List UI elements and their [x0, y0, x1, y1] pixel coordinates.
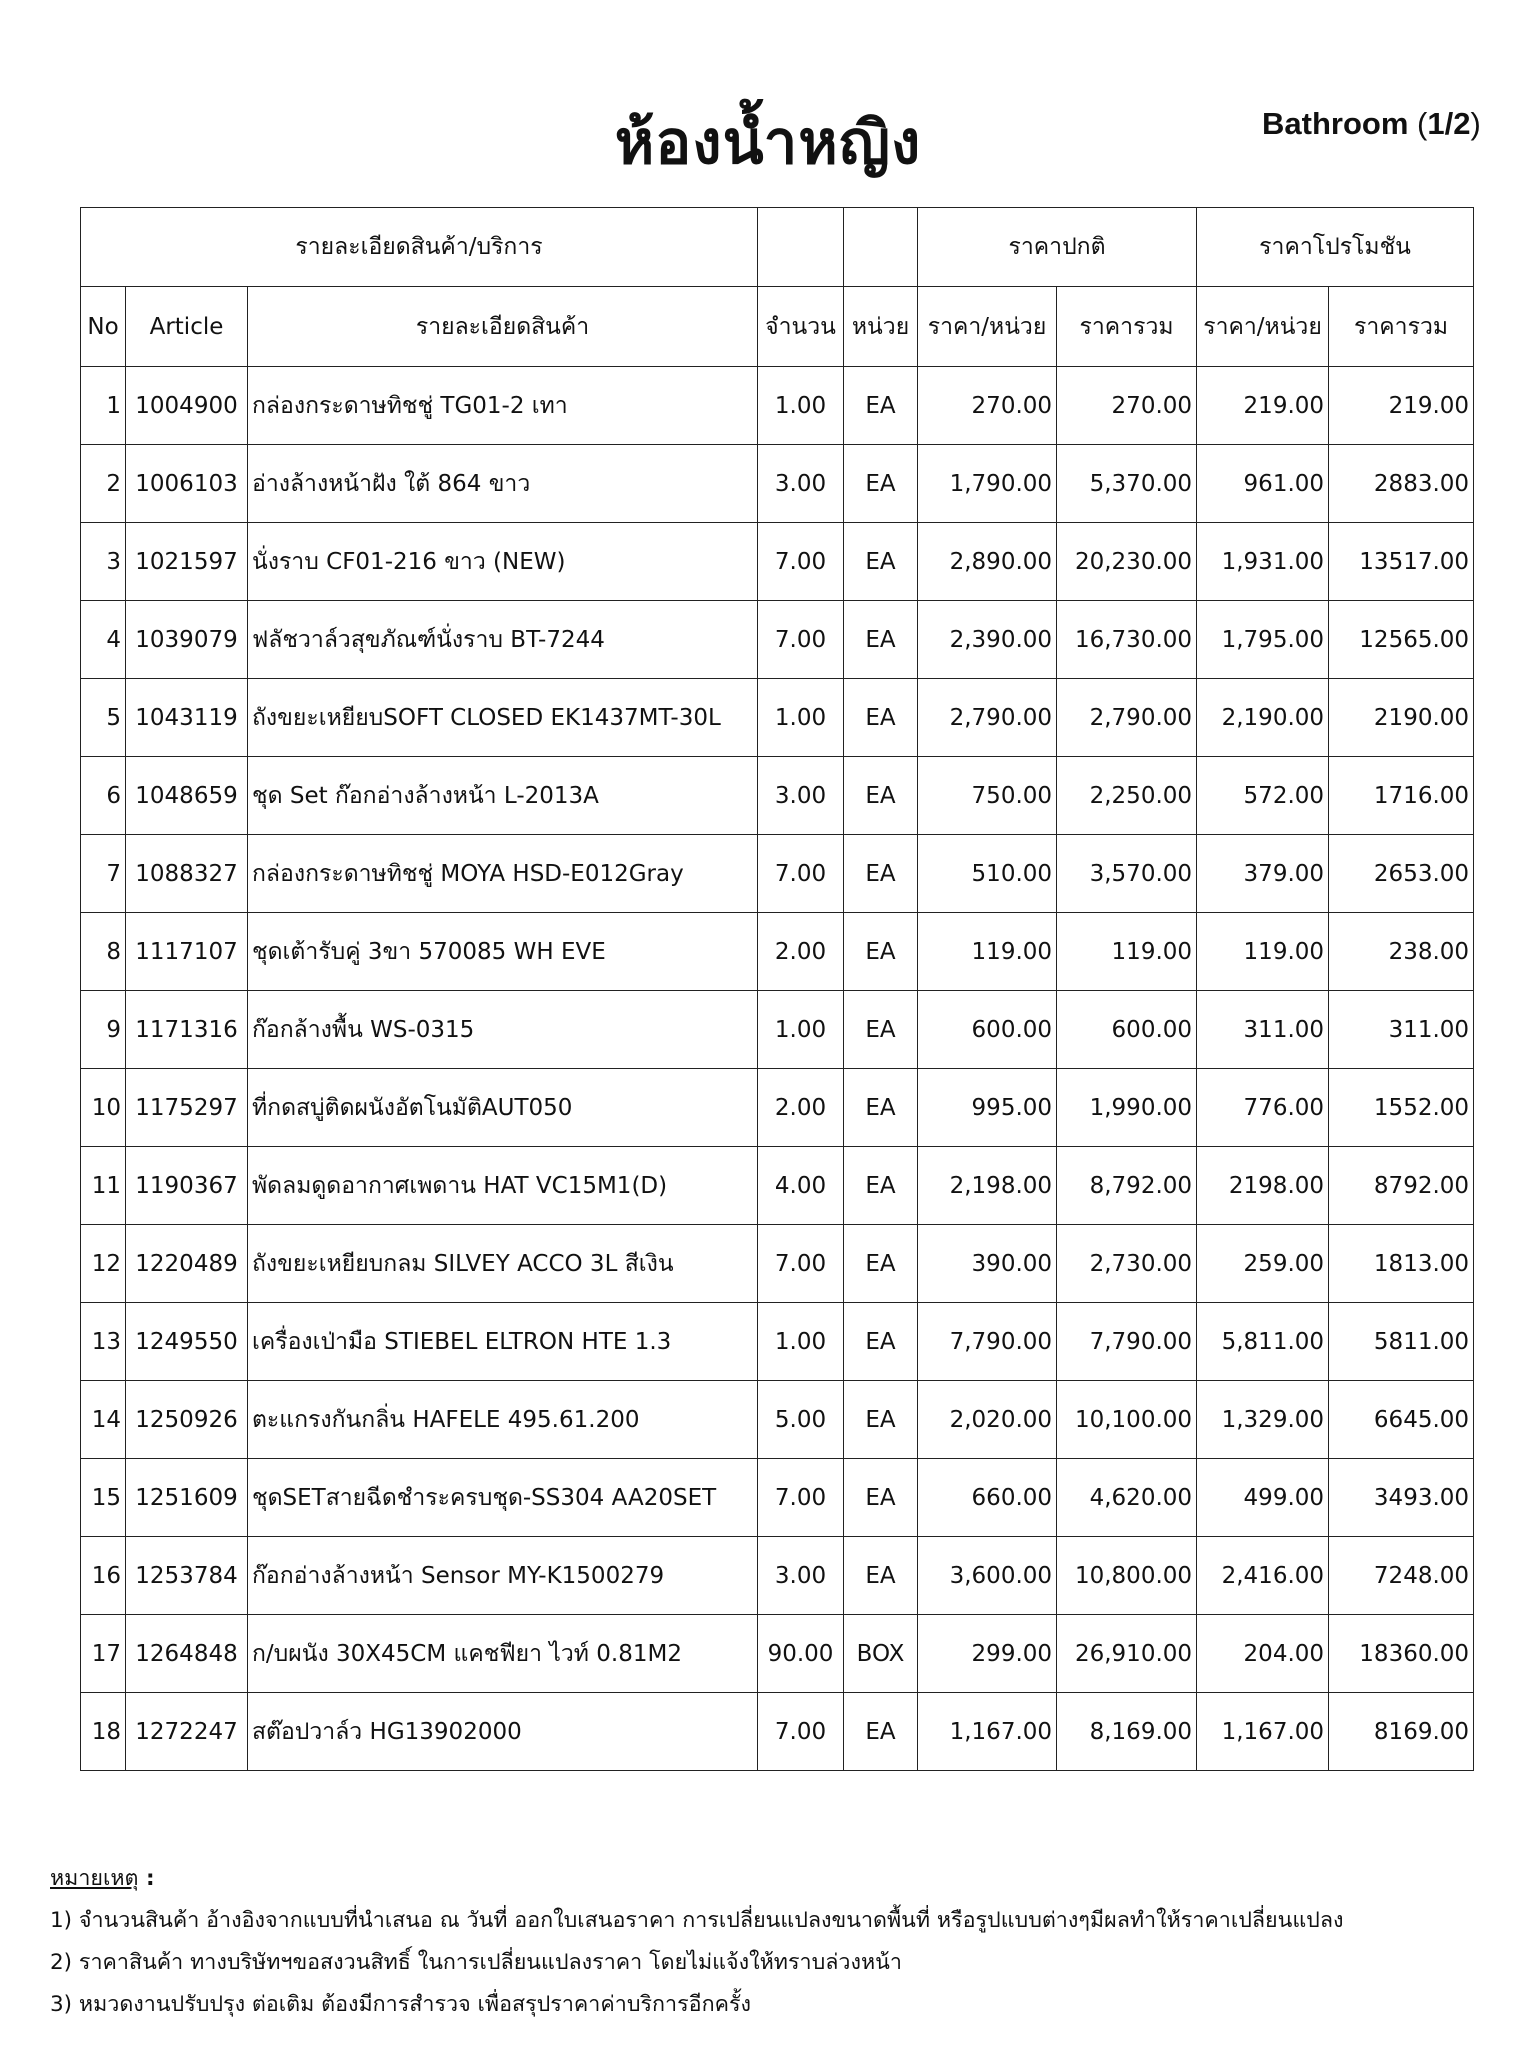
group-header-row	[81, 208, 1474, 287]
cell-promo-unit-price: 259.00	[1197, 1225, 1329, 1303]
notes-title	[50, 1858, 1490, 1900]
cell-no: 15	[81, 1459, 126, 1537]
cell-unit-price: 270.00	[918, 367, 1057, 445]
group-header-blank	[758, 208, 844, 287]
cell-unit: EA	[844, 835, 918, 913]
cell-promo-unit-price: 1,931.00	[1197, 523, 1329, 601]
cell-unit: BOX	[844, 1615, 918, 1693]
cell-article: 1043119	[126, 679, 248, 757]
cell-unit: EA	[844, 445, 918, 523]
column-header-unit: หน่วย	[844, 287, 918, 367]
cell-promo-total: 6645.00	[1329, 1381, 1474, 1459]
cell-total: 8,169.00	[1057, 1693, 1197, 1771]
cell-no: 2	[81, 445, 126, 523]
cell-no: 9	[81, 991, 126, 1069]
cell-unit: EA	[844, 601, 918, 679]
table-row	[81, 1069, 1474, 1147]
cell-description: ตะแกรงกันกลิ่น HAFELE 495.61.200	[248, 1381, 758, 1459]
cell-no: 16	[81, 1537, 126, 1615]
cell-unit-price: 1,167.00	[918, 1693, 1057, 1771]
cell-description: ชุดSETสายฉีดชำระครบชุด-SS304 AA20SET	[248, 1459, 758, 1537]
cell-promo-total: 8792.00	[1329, 1147, 1474, 1225]
table-row	[81, 1693, 1474, 1771]
cell-article: 1175297	[126, 1069, 248, 1147]
note-item: 3) หมวดงานปรับปรุง ต่อเติม ต้องมีการสำรวจ เพื่อสรุปราคาค่าบริการอีกครั้ง	[50, 1992, 752, 2017]
cell-unit-price: 119.00	[918, 913, 1057, 991]
cell-description: ก/บผนัง 30X45CM แคชฟียา ไวท์ 0.81M2	[248, 1615, 758, 1693]
cell-total: 10,800.00	[1057, 1537, 1197, 1615]
cell-quantity: 5.00	[758, 1381, 844, 1459]
cell-article: 1006103	[126, 445, 248, 523]
cell-promo-total: 1716.00	[1329, 757, 1474, 835]
page-title: ห้องน้ำหญิง	[614, 108, 922, 178]
cell-total: 3,570.00	[1057, 835, 1197, 913]
column-header-promo-total: ราคารวม	[1329, 287, 1474, 367]
cell-quantity: 2.00	[758, 913, 844, 991]
cell-promo-total: 7248.00	[1329, 1537, 1474, 1615]
cell-no: 11	[81, 1147, 126, 1225]
cell-unit-price: 390.00	[918, 1225, 1057, 1303]
cell-total: 10,100.00	[1057, 1381, 1197, 1459]
cell-total: 600.00	[1057, 991, 1197, 1069]
cell-quantity: 7.00	[758, 1459, 844, 1537]
cell-quantity: 4.00	[758, 1147, 844, 1225]
cell-total: 5,370.00	[1057, 445, 1197, 523]
cell-unit: EA	[844, 1693, 918, 1771]
cell-total: 16,730.00	[1057, 601, 1197, 679]
column-header-no: No	[81, 287, 126, 367]
table-row	[81, 913, 1474, 991]
cell-description: ฟลัชวาล์วสุขภัณฑ์นั่งราบ BT-7244	[248, 601, 758, 679]
cell-unit-price: 2,790.00	[918, 679, 1057, 757]
cell-description: ก๊อกล้างพื้น WS-0315	[248, 991, 758, 1069]
cell-article: 1253784	[126, 1537, 248, 1615]
cell-unit-price: 660.00	[918, 1459, 1057, 1537]
table-row	[81, 757, 1474, 835]
column-header-quantity: จำนวน	[758, 287, 844, 367]
cell-unit-price: 2,198.00	[918, 1147, 1057, 1225]
cell-promo-unit-price: 2,416.00	[1197, 1537, 1329, 1615]
page-tag-open: (	[1417, 106, 1428, 141]
cell-quantity: 3.00	[758, 757, 844, 835]
cell-quantity: 7.00	[758, 1225, 844, 1303]
cell-total: 7,790.00	[1057, 1303, 1197, 1381]
column-header-description: รายละเอียดสินค้า	[248, 287, 758, 367]
cell-unit-price: 995.00	[918, 1069, 1057, 1147]
cell-description: ชุดเต้ารับคู่ 3ขา 570085 WH EVE	[248, 913, 758, 991]
cell-promo-unit-price: 204.00	[1197, 1615, 1329, 1693]
notes-colon: :	[138, 1866, 155, 1891]
cell-promo-unit-price: 1,795.00	[1197, 601, 1329, 679]
page-tag-word: Bathroom	[1262, 106, 1409, 141]
cell-unit-price: 510.00	[918, 835, 1057, 913]
cell-unit: EA	[844, 1537, 918, 1615]
cell-total: 1,990.00	[1057, 1069, 1197, 1147]
cell-unit: EA	[844, 1225, 918, 1303]
cell-article: 1088327	[126, 835, 248, 913]
cell-quantity: 3.00	[758, 445, 844, 523]
table-row	[81, 679, 1474, 757]
cell-unit: EA	[844, 1303, 918, 1381]
cell-article: 1048659	[126, 757, 248, 835]
cell-unit: EA	[844, 1147, 918, 1225]
cell-article: 1272247	[126, 1693, 248, 1771]
cell-total: 8,792.00	[1057, 1147, 1197, 1225]
table-row	[81, 1615, 1474, 1693]
cell-unit-price: 2,390.00	[918, 601, 1057, 679]
cell-description: กล่องกระดาษทิชชู่ TG01-2 เทา	[248, 367, 758, 445]
cell-quantity: 7.00	[758, 1693, 844, 1771]
cell-promo-unit-price: 379.00	[1197, 835, 1329, 913]
cell-promo-unit-price: 311.00	[1197, 991, 1329, 1069]
page-tag-close: )	[1470, 106, 1481, 141]
cell-promo-unit-price: 1,167.00	[1197, 1693, 1329, 1771]
column-header-article: Article	[126, 287, 248, 367]
cell-article: 1250926	[126, 1381, 248, 1459]
cell-no: 3	[81, 523, 126, 601]
cell-article: 1249550	[126, 1303, 248, 1381]
group-header-details: รายละเอียดสินค้า/บริการ	[81, 208, 758, 287]
cell-promo-unit-price: 961.00	[1197, 445, 1329, 523]
cell-description: นั่งราบ CF01-216 ขาว (NEW)	[248, 523, 758, 601]
cell-promo-unit-price: 2198.00	[1197, 1147, 1329, 1225]
cell-unit: EA	[844, 757, 918, 835]
cell-promo-total: 2653.00	[1329, 835, 1474, 913]
cell-article: 1117107	[126, 913, 248, 991]
cell-unit: EA	[844, 991, 918, 1069]
cell-total: 26,910.00	[1057, 1615, 1197, 1693]
cell-no: 8	[81, 913, 126, 991]
cell-unit-price: 750.00	[918, 757, 1057, 835]
cell-no: 18	[81, 1693, 126, 1771]
cell-promo-unit-price: 499.00	[1197, 1459, 1329, 1537]
cell-unit: EA	[844, 367, 918, 445]
cell-unit-price: 1,790.00	[918, 445, 1057, 523]
cell-promo-total: 1813.00	[1329, 1225, 1474, 1303]
cell-no: 14	[81, 1381, 126, 1459]
cell-no: 13	[81, 1303, 126, 1381]
cell-unit-price: 3,600.00	[918, 1537, 1057, 1615]
cell-article: 1190367	[126, 1147, 248, 1225]
table-row	[81, 1381, 1474, 1459]
notes	[50, 1858, 1490, 2026]
cell-article: 1004900	[126, 367, 248, 445]
cell-no: 5	[81, 679, 126, 757]
quotation-table	[80, 207, 1474, 1771]
page-tag-number: 1/2	[1427, 106, 1471, 141]
cell-promo-total: 5811.00	[1329, 1303, 1474, 1381]
cell-promo-total: 238.00	[1329, 913, 1474, 991]
cell-description: ก๊อกอ่างล้างหน้า Sensor MY-K1500279	[248, 1537, 758, 1615]
cell-total: 119.00	[1057, 913, 1197, 991]
cell-promo-unit-price: 572.00	[1197, 757, 1329, 835]
cell-promo-unit-price: 119.00	[1197, 913, 1329, 991]
cell-description: เครื่องเป่ามือ STIEBEL ELTRON HTE 1.3	[248, 1303, 758, 1381]
cell-promo-total: 3493.00	[1329, 1459, 1474, 1537]
table-row	[81, 445, 1474, 523]
cell-unit-price: 299.00	[918, 1615, 1057, 1693]
table-row	[81, 1147, 1474, 1225]
cell-no: 7	[81, 835, 126, 913]
cell-description: กล่องกระดาษทิชชู่ MOYA HSD-E012Gray	[248, 835, 758, 913]
cell-unit-price: 2,020.00	[918, 1381, 1057, 1459]
group-header-normal-price: ราคาปกติ	[918, 208, 1197, 287]
cell-total: 2,790.00	[1057, 679, 1197, 757]
note-item: 2) ราคาสินค้า ทางบริษัทฯขอสงวนสิทธิ์ ในการเปลี่ยนแปลงราคา โดยไม่แจ้งให้ทราบล่วงหน้า	[50, 1950, 902, 1975]
cell-quantity: 7.00	[758, 523, 844, 601]
table-row	[81, 1303, 1474, 1381]
cell-description: ชุด Set ก๊อกอ่างล้างหน้า L-2013A	[248, 757, 758, 835]
cell-promo-unit-price: 219.00	[1197, 367, 1329, 445]
cell-quantity: 7.00	[758, 835, 844, 913]
cell-promo-unit-price: 2,190.00	[1197, 679, 1329, 757]
table-row	[81, 1537, 1474, 1615]
cell-unit: EA	[844, 1459, 918, 1537]
cell-promo-total: 13517.00	[1329, 523, 1474, 601]
cell-no: 10	[81, 1069, 126, 1147]
cell-unit: EA	[844, 913, 918, 991]
cell-total: 2,250.00	[1057, 757, 1197, 835]
cell-quantity: 1.00	[758, 367, 844, 445]
column-header-row	[81, 287, 1474, 367]
group-header-blank	[844, 208, 918, 287]
cell-no: 1	[81, 367, 126, 445]
cell-no: 12	[81, 1225, 126, 1303]
cell-total: 20,230.00	[1057, 523, 1197, 601]
cell-description: สต๊อปวาล์ว HG13902000	[248, 1693, 758, 1771]
cell-promo-total: 12565.00	[1329, 601, 1474, 679]
cell-quantity: 1.00	[758, 1303, 844, 1381]
cell-promo-total: 2190.00	[1329, 679, 1474, 757]
table-row	[81, 601, 1474, 679]
cell-promo-total: 8169.00	[1329, 1693, 1474, 1771]
cell-article: 1039079	[126, 601, 248, 679]
cell-promo-unit-price: 1,329.00	[1197, 1381, 1329, 1459]
page-tag	[1262, 106, 1481, 142]
cell-unit: EA	[844, 1069, 918, 1147]
cell-quantity: 1.00	[758, 991, 844, 1069]
cell-total: 2,730.00	[1057, 1225, 1197, 1303]
cell-no: 4	[81, 601, 126, 679]
note-item: 1) จำนวนสินค้า อ้างอิงจากแบบที่นำเสนอ ณ วันที่ ออกใบเสนอราคา การเปลี่ยนแปลงขนาดพื้นที่ หรือรูปแบบต่างๆมีผลทำให้ราคาเปลี่ยนแปลง	[50, 1908, 1344, 1933]
cell-quantity: 7.00	[758, 601, 844, 679]
cell-promo-total: 311.00	[1329, 991, 1474, 1069]
cell-promo-total: 2883.00	[1329, 445, 1474, 523]
cell-article: 1021597	[126, 523, 248, 601]
column-header-unit-price: ราคา/หน่วย	[918, 287, 1057, 367]
cell-unit-price: 7,790.00	[918, 1303, 1057, 1381]
table-row	[81, 1459, 1474, 1537]
table-row	[81, 1225, 1474, 1303]
cell-total: 270.00	[1057, 367, 1197, 445]
cell-promo-total: 18360.00	[1329, 1615, 1474, 1693]
cell-promo-total: 219.00	[1329, 367, 1474, 445]
table-row	[81, 523, 1474, 601]
cell-no: 17	[81, 1615, 126, 1693]
table-row	[81, 991, 1474, 1069]
cell-description: ที่กดสบู่ติดผนังอัตโนมัติAUT050	[248, 1069, 758, 1147]
cell-description: อ่างล้างหน้าฝัง ใต้ 864 ขาว	[248, 445, 758, 523]
cell-description: ถังขยะเหยียบกลม SILVEY ACCO 3L สีเงิน	[248, 1225, 758, 1303]
column-header-total: ราคารวม	[1057, 287, 1197, 367]
table-row	[81, 835, 1474, 913]
table-row	[81, 367, 1474, 445]
notes-heading: หมายเหตุ	[50, 1866, 139, 1891]
cell-article: 1220489	[126, 1225, 248, 1303]
cell-quantity: 90.00	[758, 1615, 844, 1693]
cell-unit: EA	[844, 679, 918, 757]
cell-description: ถังขยะเหยียบSOFT CLOSED EK1437MT-30L	[248, 679, 758, 757]
cell-unit: EA	[844, 1381, 918, 1459]
column-header-promo-unit-price: ราคา/หน่วย	[1197, 287, 1329, 367]
cell-unit-price: 2,890.00	[918, 523, 1057, 601]
cell-unit: EA	[844, 523, 918, 601]
group-header-promo-price: ราคาโปรโมชัน	[1197, 208, 1474, 287]
cell-promo-unit-price: 5,811.00	[1197, 1303, 1329, 1381]
cell-total: 4,620.00	[1057, 1459, 1197, 1537]
cell-quantity: 2.00	[758, 1069, 844, 1147]
table-body	[81, 367, 1474, 1771]
cell-quantity: 1.00	[758, 679, 844, 757]
cell-unit-price: 600.00	[918, 991, 1057, 1069]
cell-promo-unit-price: 776.00	[1197, 1069, 1329, 1147]
cell-article: 1251609	[126, 1459, 248, 1537]
cell-promo-total: 1552.00	[1329, 1069, 1474, 1147]
cell-article: 1264848	[126, 1615, 248, 1693]
cell-description: พัดลมดูดอากาศเพดาน HAT VC15M1(D)	[248, 1147, 758, 1225]
cell-article: 1171316	[126, 991, 248, 1069]
cell-no: 6	[81, 757, 126, 835]
cell-quantity: 3.00	[758, 1537, 844, 1615]
